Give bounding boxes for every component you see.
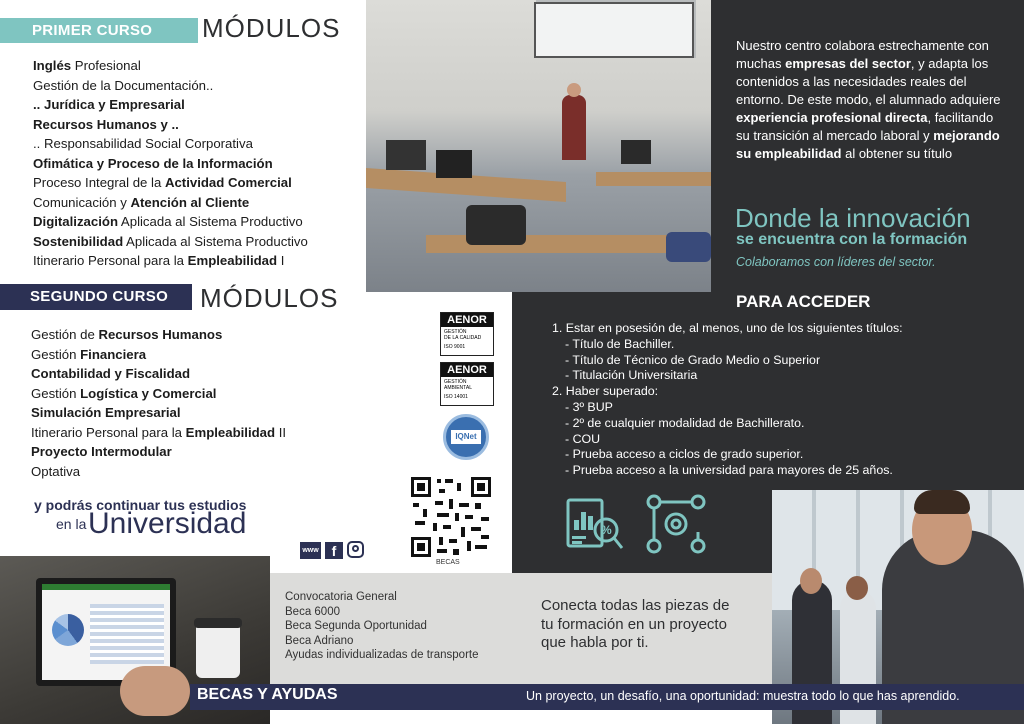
primer-curso-tag: PRIMER CURSO <box>0 18 198 43</box>
slogan-line3: Colaboramos con líderes del sector. <box>736 255 936 269</box>
conecta-text: Conecta todas las piezas de tu formación en un proyecto que habla por ti. <box>541 597 730 651</box>
module-item: .. Responsabilidad Social Corporativa <box>33 136 253 151</box>
module-item: Inglés Profesional <box>33 58 141 73</box>
acceder-item: 2. Haber superado: <box>552 384 659 399</box>
slogan-line1: Donde la innovación <box>735 203 971 233</box>
acceder-list <box>552 321 992 479</box>
module-item: Simulación Empresarial <box>31 405 181 420</box>
primer-modules-list <box>33 56 363 271</box>
module-item: Digitalización Aplicada al Sistema Productivo <box>33 214 303 229</box>
strategy-icon <box>644 492 708 556</box>
svg-text:%: % <box>601 523 612 537</box>
universidad-line1: y podrás continuar tus estudios <box>34 497 247 513</box>
qr-code[interactable] <box>409 475 493 559</box>
module-item: Itinerario Personal para la Empleabilidad II <box>31 424 287 440</box>
www-icon[interactable]: www <box>300 542 321 559</box>
becas-list <box>285 590 479 663</box>
segundo-curso-tag: SEGUNDO CURSO <box>0 284 192 310</box>
becas-item: Beca Segunda Oportunidad <box>285 620 427 633</box>
aenor-environment-badge: AENOR GESTIÓN AMBIENTAL ISO 14001 <box>440 362 494 406</box>
aenor-quality-badge: AENOR GESTIÓN DE LA CALIDAD ISO 9001 <box>440 312 494 356</box>
segundo-modulos-title: MÓDULOS <box>200 283 339 313</box>
acceder-item: 1. Estar en posesión de, al menos, uno de los siguientes títulos: <box>552 321 903 335</box>
module-item: Optativa <box>31 463 81 479</box>
module-item: Gestión de Recursos Humanos <box>31 327 223 342</box>
acceder-item: - Titulación Universitaria <box>565 368 698 383</box>
footer-tagline: Un proyecto, un desafío, una oportunidad: muestra todo lo que has aprendido. <box>526 689 960 703</box>
becas-item: Beca Adriano <box>285 634 354 647</box>
becas-item: Beca 6000 <box>285 605 340 618</box>
primer-modulos-title: MÓDULOS <box>202 13 341 43</box>
becas-item: Convocatoria General <box>285 591 397 603</box>
acceder-item: - Prueba acceso a ciclos de grado superior. <box>565 447 804 462</box>
acceder-item: - Título de Bachiller. <box>565 336 675 351</box>
becas-title: BECAS Y AYUDAS <box>197 686 338 703</box>
module-item: Ofimática y Proceso de la Información <box>33 155 273 171</box>
module-item: .. Jurídica y Empresarial <box>33 97 185 112</box>
module-item: Contabilidad y Fiscalidad <box>31 366 191 381</box>
universidad-word: Universidad <box>88 507 247 540</box>
qr-label: BECAS <box>436 559 460 566</box>
facebook-icon[interactable]: f <box>325 542 343 559</box>
segundo-modules-list <box>31 325 351 481</box>
module-item: Proceso Integral de la Actividad Comercial <box>33 175 292 190</box>
classroom-photo <box>366 0 711 292</box>
module-item: Recursos Humanos y .. <box>33 116 179 132</box>
module-item: Itinerario Personal para la Empleabilidad I <box>33 253 285 268</box>
acceder-item: - Título de Técnico de Grado Medio o Superior <box>565 352 821 367</box>
module-item: Gestión de la Documentación.. <box>33 77 214 93</box>
finance-report-icon <box>562 492 624 554</box>
becas-item: Ayudas individualizadas de transporte <box>285 649 479 662</box>
module-item: Sostenibilidad Aplicada al Sistema Productivo <box>33 233 308 249</box>
acceder-item: - 2º de cualquier modalidad de Bachillerato. <box>565 415 805 430</box>
module-item: Gestión Financiera <box>31 346 147 362</box>
universidad-prefix: en la <box>56 516 87 532</box>
iqnet-badge: IQNet <box>443 414 489 460</box>
module-item: Gestión Logística y Comercial <box>31 385 217 401</box>
acceder-item: - 3º BUP <box>565 399 613 414</box>
instagram-icon[interactable] <box>347 541 364 558</box>
acceder-title: PARA ACCEDER <box>736 292 871 311</box>
module-item: Comunicación y Atención al Cliente <box>33 194 250 210</box>
intro-paragraph: Nuestro centro colabora estrechamente con muchas empresas del sector, y adapta los contenidos a las necesidades reales del entorno. De este modo, el alumnado adquiere experiencia profesional directa, facilitando su transición al mercado laboral y mejorando su empleabilidad al obtener su título <box>736 38 1001 161</box>
module-item: Proyecto Intermodular <box>31 444 172 459</box>
slogan-line2: se encuentra con la formación <box>736 231 968 248</box>
acceder-item: - COU <box>565 431 601 446</box>
acceder-item: - Prueba acceso a la universidad para mayores de 25 años. <box>565 463 893 478</box>
